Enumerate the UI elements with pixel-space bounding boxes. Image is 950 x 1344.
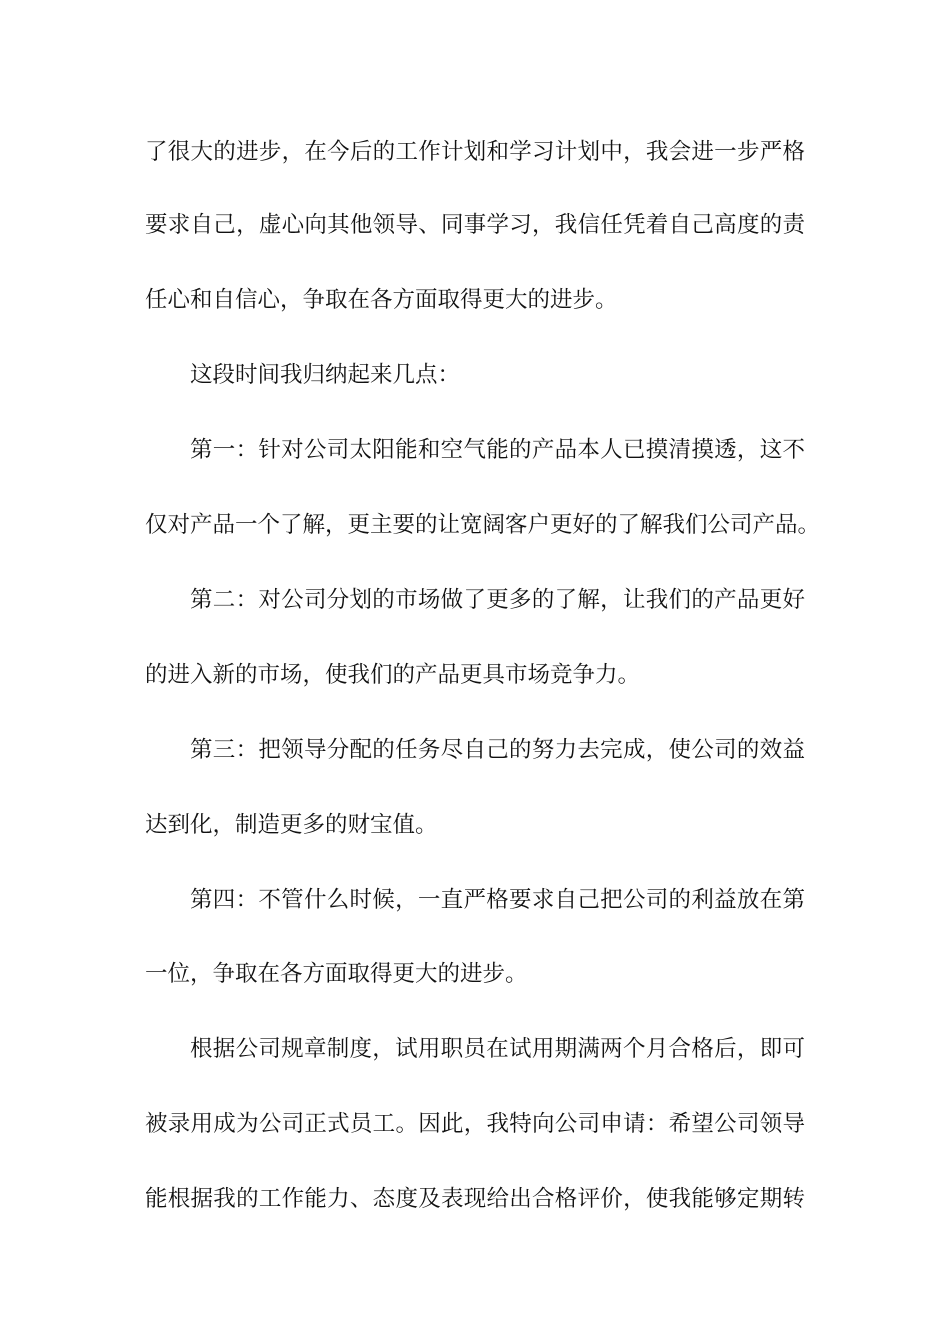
text-line: 的进入新的市场，使我们的产品更具市场竞争力。 [145,662,641,688]
text-line: 根据公司规章制度，试用职员在试用期满两个月合格后，即可 [190,1036,805,1062]
text-line: 能根据我的工作能力、态度及表现给出合格评价，使我能够定期转 [145,1186,805,1212]
paragraph-heading: 这段时间我归纳起来几点： [190,362,461,388]
text-line: 被录用成为公司正式员工。因此，我特向公司申请：希望公司领导 [145,1111,805,1137]
text-line: 要求自己，虚心向其他领导、同事学习，我信任凭着自己高度的责 [145,212,805,238]
text-line: 第一：针对公司太阳能和空气能的产品本人已摸清摸透，这不 [190,437,805,463]
text-line: 第四：不管什么时候，一直严格要求自己把公司的利益放在第 [190,887,805,913]
text-line: 达到化，制造更多的财宝值。 [145,812,438,838]
text-line: 了很大的进步，在今后的工作计划和学习计划中，我会进一步严格 [145,139,805,165]
text-line: 第三：把领导分配的任务尽自己的努力去完成，使公司的效益 [190,737,805,763]
text-line: 仅对产品一个了解，更主要的让宽阔客户更好的了解我们公司产品。 [145,512,821,538]
text-line: 第二：对公司分划的市场做了更多的了解，让我们的产品更好 [190,587,805,613]
text-line: 一位，争取在各方面取得更大的进步。 [145,961,528,987]
text-line: 任心和自信心，争取在各方面取得更大的进步。 [145,287,618,313]
